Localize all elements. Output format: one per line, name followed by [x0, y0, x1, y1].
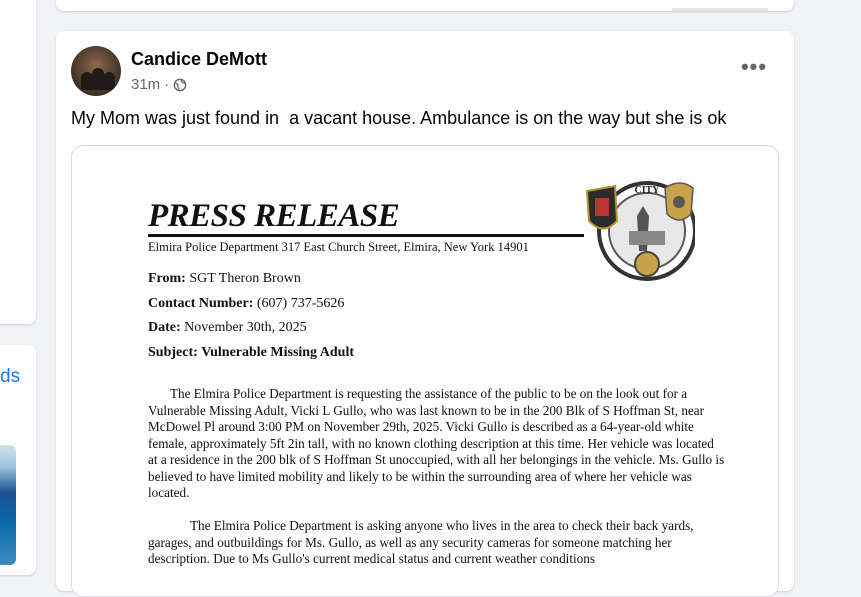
left-sidebar-card [0, 0, 36, 324]
press-release-title: PRESS RELEASE [148, 198, 400, 234]
contact-label: Contact Number: [148, 296, 254, 311]
feed-post [56, 31, 794, 591]
subject-label: Subject: [148, 345, 198, 360]
subject-line [148, 345, 354, 361]
avatar[interactable] [71, 46, 121, 96]
contact-value: (607) 737-5626 [256, 296, 345, 311]
previous-post-divider [672, 8, 768, 11]
date-label: Date: [148, 320, 181, 335]
post-timestamp[interactable]: 31m [131, 76, 161, 93]
meta-separator: · [164, 76, 170, 93]
from-label: From: [148, 271, 186, 286]
sidebar-thumbnail[interactable] [0, 445, 16, 565]
sidebar-link-fragment[interactable]: ds [0, 366, 21, 387]
date-value: November 30th, 2025 [184, 320, 307, 335]
release-paragraph-1: The Elmira Police Department is requesting the assistance of the public to be on the look out for a Vulnerable Missing Adult, Vicki L Gullo, who was last known to be in the 200 Blk of S Hoffman St, near McDowel Pl around 3:00 PM on November 29th, 2025. Vicki Gullo is described as a 64-year-old white female, approximately 5ft 2in tall, with no known clothing description at this time. Her vehicle was located at a residence in the 200 blk of S Hoffman St unoccupied, with all her belongings in the vehicle. Ms. Gullo is believed to have limited mobility and likely to be within the surrounding area of where her vehicle was located. [148, 386, 725, 500]
title-rule [148, 234, 584, 237]
from-value: SGT Theron Brown [189, 271, 301, 286]
police-seal-icon [585, 176, 695, 286]
release-paragraph-2: The Elmira Police Department is asking anyone who lives in the area to check their back yards, garages, and outbuildings for Ms. Gullo, as well as any security cameras for someone matching her description. Due to Ms Gullo's current medical status and current weather conditions [148, 518, 694, 566]
from-line [148, 271, 301, 287]
post-image[interactable] [71, 145, 779, 597]
date-line [148, 320, 307, 336]
seal-text: CITY [634, 185, 660, 196]
globe-icon[interactable] [173, 78, 187, 92]
previous-post-card [56, 0, 794, 11]
subject-value: Vulnerable Missing Adult [201, 345, 355, 360]
press-release-address: Elmira Police Department 317 East Church Street, Elmira, New York 14901 [148, 240, 529, 254]
avatar-figure [103, 72, 115, 90]
post-author-name[interactable]: Candice DeMott [131, 49, 268, 69]
contact-line [148, 296, 344, 312]
more-options-button[interactable]: ••• [740, 54, 768, 79]
post-text: My Mom was just found in a vacant house. Ambulance is on the way but she is ok [71, 108, 727, 128]
post-meta [131, 76, 187, 93]
